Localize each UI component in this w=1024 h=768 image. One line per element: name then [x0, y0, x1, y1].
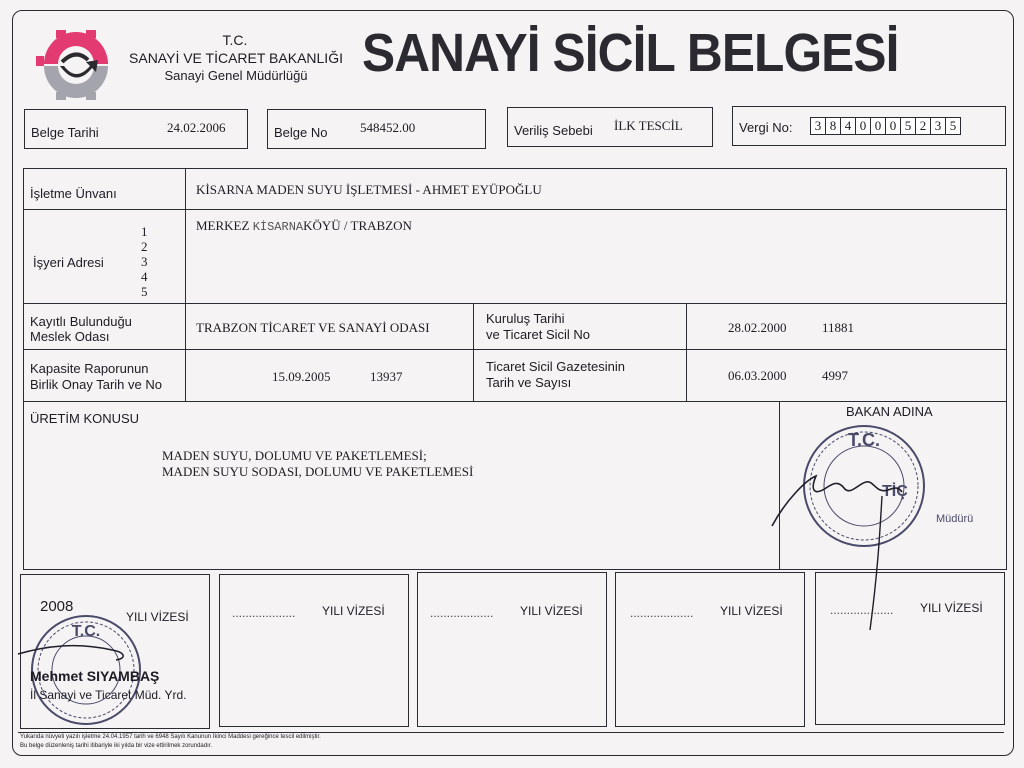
gazete-label-1: Ticaret Sicil Gazetesinin — [486, 359, 625, 374]
address-line-4-number: 4 — [141, 269, 148, 284]
vize-seal-text: T.C. — [71, 623, 101, 640]
seal-partial-name: TİÇ — [882, 483, 908, 500]
vergi-no-digit: 8 — [825, 117, 841, 135]
vize-box-2 — [219, 574, 409, 727]
vergi-no-digit: 5 — [945, 117, 961, 135]
belge-tarihi-label: Belge Tarihi — [31, 125, 99, 140]
vize-label-4: YILI VİZESİ — [720, 604, 783, 618]
address-line-5-number: 5 — [141, 284, 148, 299]
vergi-no-digit: 5 — [900, 117, 916, 135]
vize-signer-title: İl Sanayi ve Ticaret Müd. Yrd. — [30, 688, 187, 702]
kurulus-label-1: Kuruluş Tarihi — [486, 311, 565, 326]
vergi-no-label: Vergi No: — [739, 120, 793, 135]
verilis-sebebi-box — [507, 107, 713, 147]
vize-box-4 — [615, 572, 805, 727]
tc-heading: T.C. — [222, 32, 248, 48]
footer-note-1: Yukarıda nüvyeti yazılı işletme 24.04.1957 tarih ve 6948 Sayılı Kanunun İkinci Maddesi gereğince tescil edilmiştir. — [20, 734, 321, 740]
footer-note-2: Bu belge düzenleniş tarihi itibariyle iki yılda bir vize ettirilmek zorundadır. — [20, 743, 213, 749]
kurulus-label-2: ve Ticaret Sicil No — [486, 327, 591, 342]
meslek-odasi-label-1: Kayıtlı Bulunduğu — [30, 314, 132, 329]
seal-partial-title: Müdürü — [936, 513, 974, 525]
kapasite-label-1: Kapasite Raporunun — [30, 361, 149, 376]
address-suffix: KÖYÜ / TRABZON — [303, 218, 412, 233]
meslek-odasi-label-2: Meslek Odası — [30, 329, 110, 344]
directorate-name: Sanayi Genel Müdürlüğü — [164, 68, 308, 83]
vergi-no-digit: 0 — [855, 117, 871, 135]
vize-blank-4: ................... — [630, 606, 694, 620]
ticaret-sicil-no-value: 11881 — [822, 320, 855, 335]
kurulus-tarihi-value: 28.02.2000 — [728, 320, 787, 335]
verilis-sebebi-label: Veriliş Sebebi — [514, 123, 593, 138]
meslek-odasi-value: TRABZON TİCARET VE SANAYİ ODASI — [196, 320, 430, 335]
isyeri-adresi-label: İşyeri Adresi — [33, 255, 104, 270]
document-title: SANAYİ SİCİL BELGESİ — [362, 23, 899, 83]
uretim-konusu-label: ÜRETİM KONUSU — [30, 411, 140, 426]
belge-tarihi-box — [24, 109, 248, 149]
bakan-adina-label: BAKAN ADINA — [846, 404, 933, 419]
vize-signer-name: Mehmet SIYAMBAŞ — [30, 668, 160, 684]
address-line-2-number: 2 — [141, 239, 148, 254]
vize-first-label: YILI VİZESİ — [126, 610, 189, 624]
kapasite-tarih-value: 15.09.2005 — [272, 369, 331, 384]
vergi-no-digit: 3 — [930, 117, 946, 135]
uretim-konusu-line-2: MADEN SUYU SODASI, DOLUMU VE PAKETLEMESİ — [162, 464, 474, 479]
belge-tarihi-value: 24.02.2006 — [167, 120, 226, 135]
vergi-no-digit: 0 — [885, 117, 901, 135]
kapasite-label-2: Birlik Onay Tarih ve No — [30, 377, 162, 392]
vergi-no-digit: 0 — [870, 117, 886, 135]
address-line-3-number: 3 — [141, 254, 148, 269]
address-village: KİSARNA — [252, 220, 304, 234]
belge-no-label: Belge No — [274, 125, 328, 140]
vize-label-2: YILI VİZESİ — [322, 604, 385, 618]
ministry-logo — [28, 26, 124, 104]
seal-center-text: T.C. — [847, 430, 881, 450]
address-prefix: MERKEZ — [196, 218, 253, 233]
vergi-no-digits — [811, 117, 961, 135]
vize-label-5: YILI VİZESİ — [920, 601, 983, 615]
uretim-konusu-line-1: MADEN SUYU, DOLUMU VE PAKETLEMESİ; — [162, 448, 427, 463]
isletme-unvani-value: KİSARNA MADEN SUYU İŞLETMESİ - AHMET EYÜPOĞLU — [196, 182, 542, 197]
gazete-sayi-value: 4997 — [822, 368, 848, 383]
verilis-sebebi-value: İLK TESCİL — [614, 118, 683, 133]
belge-no-value: 548452.00 — [360, 120, 416, 135]
gazete-tarih-value: 06.03.2000 — [728, 368, 787, 383]
vergi-no-digit: 2 — [915, 117, 931, 135]
vergi-no-digit: 4 — [840, 117, 856, 135]
vize-blank-2: ................... — [232, 606, 296, 620]
vize-box-3 — [417, 572, 607, 727]
vize-blank-5: ................... — [830, 603, 894, 617]
gazete-label-2: Tarih ve Sayısı — [486, 375, 572, 390]
vize-box-5 — [815, 572, 1005, 725]
vize-first-year: 2008 — [40, 598, 74, 615]
belge-no-box — [267, 109, 486, 149]
vize-label-3: YILI VİZESİ — [520, 604, 583, 618]
kapasite-no-value: 13937 — [370, 369, 403, 384]
vergi-no-digit: 3 — [810, 117, 826, 135]
isletme-unvani-label: İşletme Ünvanı — [30, 186, 117, 201]
isyeri-adresi-value — [196, 218, 412, 235]
ministry-name: SANAYİ VE TİCARET BAKANLIĞI — [129, 50, 343, 66]
vize-blank-3: ................... — [430, 606, 494, 620]
address-line-1-number: 1 — [141, 224, 148, 239]
vergi-no-box — [732, 106, 1006, 146]
